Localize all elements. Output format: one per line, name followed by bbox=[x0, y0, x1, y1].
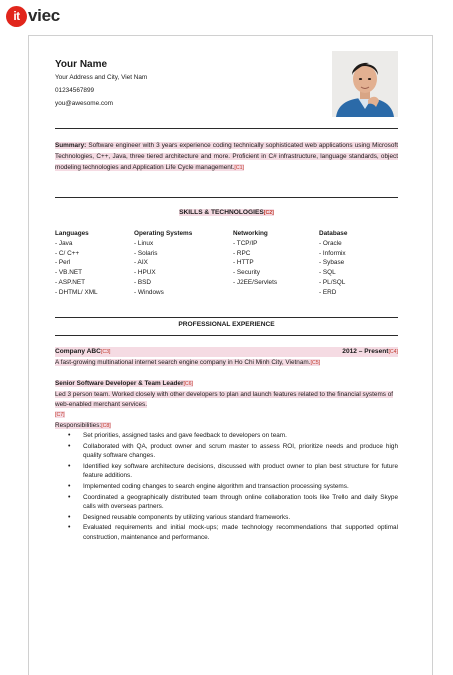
comment-tag: [C1] bbox=[234, 165, 244, 171]
comment-tag: [C5] bbox=[310, 360, 321, 366]
skill-item: - RPC bbox=[233, 249, 251, 257]
responsibility-item: • Set priorities, assigned tasks and gave feedback to developers on team. bbox=[55, 431, 398, 441]
skills-title-text: SKILLS & TECHNOLOGIES bbox=[179, 209, 264, 216]
responsibility-item: • Designed reusable components by utilizing various standard frameworks. bbox=[55, 513, 398, 523]
comment-tag: [C3] bbox=[100, 349, 111, 355]
skill-item: - Perl bbox=[55, 259, 71, 267]
responsibility-item: • Collaborated with QA, product owner and scrum master to assess ROI, prioritize needs and produce high quality software changes. bbox=[55, 442, 398, 461]
resume-name: Your Name bbox=[55, 59, 108, 70]
skill-item: - VB.NET bbox=[55, 269, 82, 277]
skill-item: - DHTML/ XML bbox=[55, 288, 98, 296]
skill-item: - Java bbox=[55, 239, 73, 247]
role-row bbox=[55, 379, 398, 389]
skill-item: - HPUX bbox=[134, 269, 156, 277]
skill-item: - ERD bbox=[319, 288, 337, 296]
resume-address: Your Address and City, Viet Nam bbox=[55, 74, 148, 81]
skill-item: - Sybase bbox=[319, 259, 345, 267]
profile-photo bbox=[332, 51, 398, 117]
skill-heading: Operating Systems bbox=[134, 230, 193, 237]
responsibility-item: • Evaluated requirements and initial mock-ups; made technology recommendations that supported optimal construction, maintenance and performance. bbox=[55, 523, 398, 542]
skill-item: - Informix bbox=[319, 249, 346, 257]
responsibility-item: • Identified key software architecture decisions, discussed with product owner to plan best structure for future feature additions. bbox=[55, 462, 398, 481]
skill-item: - TCP/IP bbox=[233, 239, 258, 247]
skill-item: - C/ C++ bbox=[55, 249, 80, 257]
skill-column-networking bbox=[233, 229, 277, 288]
role-description-row bbox=[55, 390, 398, 420]
skill-column-languages bbox=[55, 229, 98, 298]
experience-title: PROFESSIONAL EXPERIENCE bbox=[178, 321, 275, 328]
responsibilities-row bbox=[55, 421, 398, 431]
skill-heading: Database bbox=[319, 230, 348, 237]
comment-tag: [C2] bbox=[263, 210, 274, 216]
resume-email: you@awesome.com bbox=[55, 100, 113, 107]
skill-column-operating-systems bbox=[134, 229, 192, 298]
comment-tag: [C7] bbox=[55, 412, 65, 418]
skill-item: - J2EE/Servlets bbox=[233, 278, 278, 286]
company-description-row bbox=[55, 358, 398, 368]
comment-tag: [C6] bbox=[183, 381, 193, 387]
company-name: Company ABC bbox=[55, 348, 101, 355]
skill-item: - HTTP bbox=[233, 259, 254, 267]
skill-column-database bbox=[319, 229, 347, 298]
responsibilities-label: Responsibilities: bbox=[55, 422, 102, 429]
skill-item: - PL/SQL bbox=[319, 278, 346, 286]
skill-item: - BSD bbox=[134, 278, 152, 286]
resume-phone: 01234567899 bbox=[55, 87, 95, 94]
skill-heading: Languages bbox=[55, 230, 89, 237]
responsibility-item: • Implemented coding changes to search engine algorithm and transaction processing systems. bbox=[55, 482, 398, 492]
comment-tag: [C8] bbox=[101, 423, 111, 429]
skill-heading: Networking bbox=[233, 230, 268, 237]
skill-item: - AIX bbox=[134, 259, 148, 267]
itviec-logo bbox=[6, 5, 60, 27]
skill-item: - Linux bbox=[134, 239, 154, 247]
role-title: Senior Software Developer & Team Leader bbox=[55, 380, 184, 387]
summary-text: Software engineer with 3 years experience coding technically sophisticated web applications using Microsoft Technologies, C++, Java, three tiered architecture and more. Proficient in C# infrastructure, language standards, object modeling technologies and Application Life Cycle management. bbox=[55, 142, 398, 171]
skill-item: - SQL bbox=[319, 269, 336, 277]
role-description: Led 3 person team. Worked closely with other developers to plan and launch features related to the financial systems of web-enabled merchant services. bbox=[55, 391, 394, 408]
divider bbox=[55, 335, 398, 336]
employment-period: 2012 – Present bbox=[342, 348, 389, 355]
skill-item: - Security bbox=[233, 269, 260, 277]
divider bbox=[55, 197, 398, 198]
skill-item: - ASP.NET bbox=[55, 278, 86, 286]
comment-tag: [C4] bbox=[388, 349, 398, 355]
summary-section bbox=[55, 140, 398, 174]
skill-item: - Oracle bbox=[319, 239, 342, 247]
company-description: A fast-growing multinational internet search engine company in Ho Chi Minh City, Vietnam. bbox=[55, 359, 311, 366]
divider bbox=[55, 128, 398, 129]
logo-wordmark: viec bbox=[28, 6, 60, 25]
responsibility-item: • Coordinated a geographically distributed team through online collaboration tools like Trello and daily Skype calls with overseas partners. bbox=[55, 493, 398, 512]
logo-mark: it bbox=[6, 6, 27, 27]
skills-title bbox=[55, 209, 398, 216]
company-row bbox=[55, 347, 398, 357]
person-photo-icon bbox=[332, 51, 398, 117]
divider bbox=[55, 317, 398, 318]
skill-item: - Windows bbox=[134, 288, 164, 296]
responsibilities-list bbox=[55, 431, 398, 544]
skill-item: - Solaris bbox=[134, 249, 158, 257]
summary-label: Summary: bbox=[55, 142, 87, 149]
